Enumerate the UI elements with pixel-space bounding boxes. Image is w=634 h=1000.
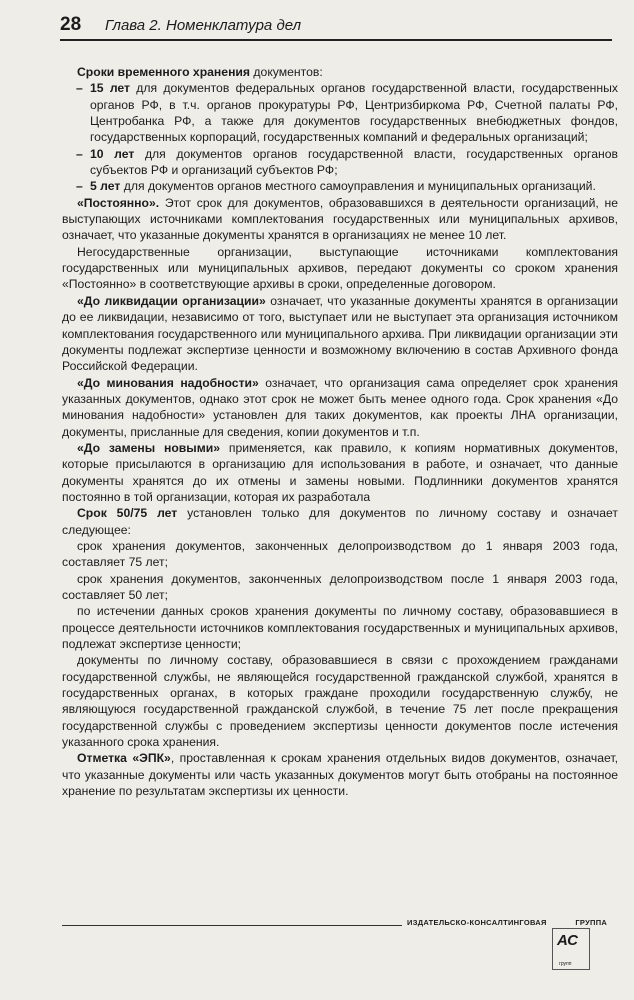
list-item-text: для документов органов местного самоуправления и муниципальных организаций. xyxy=(120,179,596,194)
list-item-term: 15 лет xyxy=(90,81,131,96)
publisher-name xyxy=(407,918,607,927)
paragraph-text: применяется, как правило, к копиям нормативных документов, которые присылаются в организацию для использования в работе, и означает, что данные документы хранятся до их отмены и замены новыми. Подлинники документов хранятся постоянно в той организации, которая их разработала xyxy=(62,440,618,504)
paragraph-permanent xyxy=(62,195,618,244)
list-item xyxy=(76,178,618,194)
paragraph-liquidation xyxy=(62,293,618,375)
publisher-text: ИЗДАТЕЛЬСКО-КОНСАЛТИНГОВАЯ xyxy=(407,918,547,927)
logo-subtext: групп xyxy=(559,961,572,967)
paragraph-term: Отметка «ЭПК» xyxy=(77,751,171,766)
sub-paragraph: срок хранения документов, законченных делопроизводством до 1 января 2003 года, составляет 75 лет; xyxy=(62,538,618,570)
temp-storage-title: Сроки временного хранения xyxy=(77,65,251,79)
paragraph-replacement xyxy=(62,440,618,505)
page-footer xyxy=(62,918,618,978)
paragraph-term: «До минования надобности» xyxy=(77,375,259,390)
page-number: 28 xyxy=(60,14,82,35)
paragraph-50-75 xyxy=(62,505,618,538)
list-item-term: 5 лет xyxy=(90,179,121,194)
paragraph-text: означает, что организация сама определяет срок хранения указанных документов, однако этот срок не может быть менее одного года. Срок хранения «До минования надобности» установлен для таких документов, как проекты ЛНА организации, документы, присланные для сведения, копии документов и т.п. xyxy=(62,375,618,439)
paragraph-epk xyxy=(62,750,618,799)
footer-rule xyxy=(62,925,402,926)
paragraph-text: Негосударственные организации, выступающие источниками комплектования государственных или муниципальных архивов, передают документы со сроком хранения «Постоянно» в соответствующие архивы в сроки, определенные договором. xyxy=(62,244,618,292)
logo-text: АС xyxy=(557,932,578,949)
paragraph-text: Этот срок для документов, образовавшихся в деятельности организаций, не выступающих источниками комплектования государственных или муниципальных архивов, означает, что указанные документы хранятся в организациях не менее 10 лет. xyxy=(62,195,618,243)
list-item xyxy=(76,80,618,145)
page-header xyxy=(60,12,612,38)
paragraph-text: означает, что указанные документы хранятся в организации до ее ликвидации, независимо от того, выступает или не выступает эта организация источником комплектования государственного или муниципального архива. При ликвидации организации эти документы подлежат экспертизе ценности и возможному включению в состав Архивного фонда Российской Федерации. xyxy=(62,293,618,374)
page-content xyxy=(62,64,618,799)
header-rule xyxy=(60,39,612,41)
list-item-text: для документов федеральных органов государственной власти, государственных органов РФ, в т.ч. органов прокуратуры РФ, Центризбиркома РФ, Счетной палаты РФ, Центробанка РФ, а также для документов государственных внебюджетных фондов, государственных корпораций, государственных компаний и федеральных организаций; xyxy=(90,81,618,145)
list-item xyxy=(76,146,618,179)
dash-bullet: – xyxy=(76,81,83,96)
temp-storage-list xyxy=(62,80,618,194)
chapter-title: Глава 2. Номенклатура дел xyxy=(105,17,302,34)
sub-paragraph: документы по личному составу, образовавшиеся в связи с прохождением гражданами государственной службы, не являющейся государственной гражданской службой, хранятся в государственных органах, в которых граждане проходили государственную службу, не являющуюся государственной гражданской службой, в течение 75 лет после прекращения государственной службы с проведением экспертизы ценности документов после истечения указанного срока хранения. xyxy=(62,653,618,750)
sub-paragraph: срок хранения документов, законченных делопроизводством после 1 января 2003 года, составляет 50 лет; xyxy=(62,571,618,602)
temp-storage-title-tail: документов: xyxy=(250,65,323,79)
paragraph-text: , проставленная к срокам хранения отдельных видов документов, означает, что указанные документы или часть указанных документов могут быть отобраны на постоянное хранение по результатам экспертизы их ценности. xyxy=(62,751,618,799)
dash-bullet: – xyxy=(76,146,83,161)
paragraph-text: установлен только для документов по личному составу и означает следующее: xyxy=(62,506,618,537)
publisher-logo-icon xyxy=(552,928,590,970)
paragraph-term: «Постоянно». xyxy=(77,195,160,210)
dash-bullet: – xyxy=(76,179,83,194)
list-item-term: 10 лет xyxy=(90,146,135,161)
paragraph-term: Срок 50/75 лет xyxy=(77,506,178,521)
paragraph-term: «До замены новыми» xyxy=(77,440,220,455)
temp-storage-heading xyxy=(62,64,618,80)
sub-paragraph: по истечении данных сроков хранения документы по личному составу, образовавшиеся в процессе деятельности источников комплектования государственных и муниципальных архивов, подлежат экспертизе ценности; xyxy=(62,604,618,652)
publisher-group: ГРУППА xyxy=(575,918,608,927)
paragraph-nongov xyxy=(62,244,618,293)
paragraph-term: «До ликвидации организации» xyxy=(77,293,266,308)
sub-paragraphs xyxy=(62,538,618,750)
paragraph-need xyxy=(62,375,618,440)
list-item-text: для документов органов государственной власти, государственных органов субъектов РФ и организаций субъектов РФ; xyxy=(90,146,618,178)
